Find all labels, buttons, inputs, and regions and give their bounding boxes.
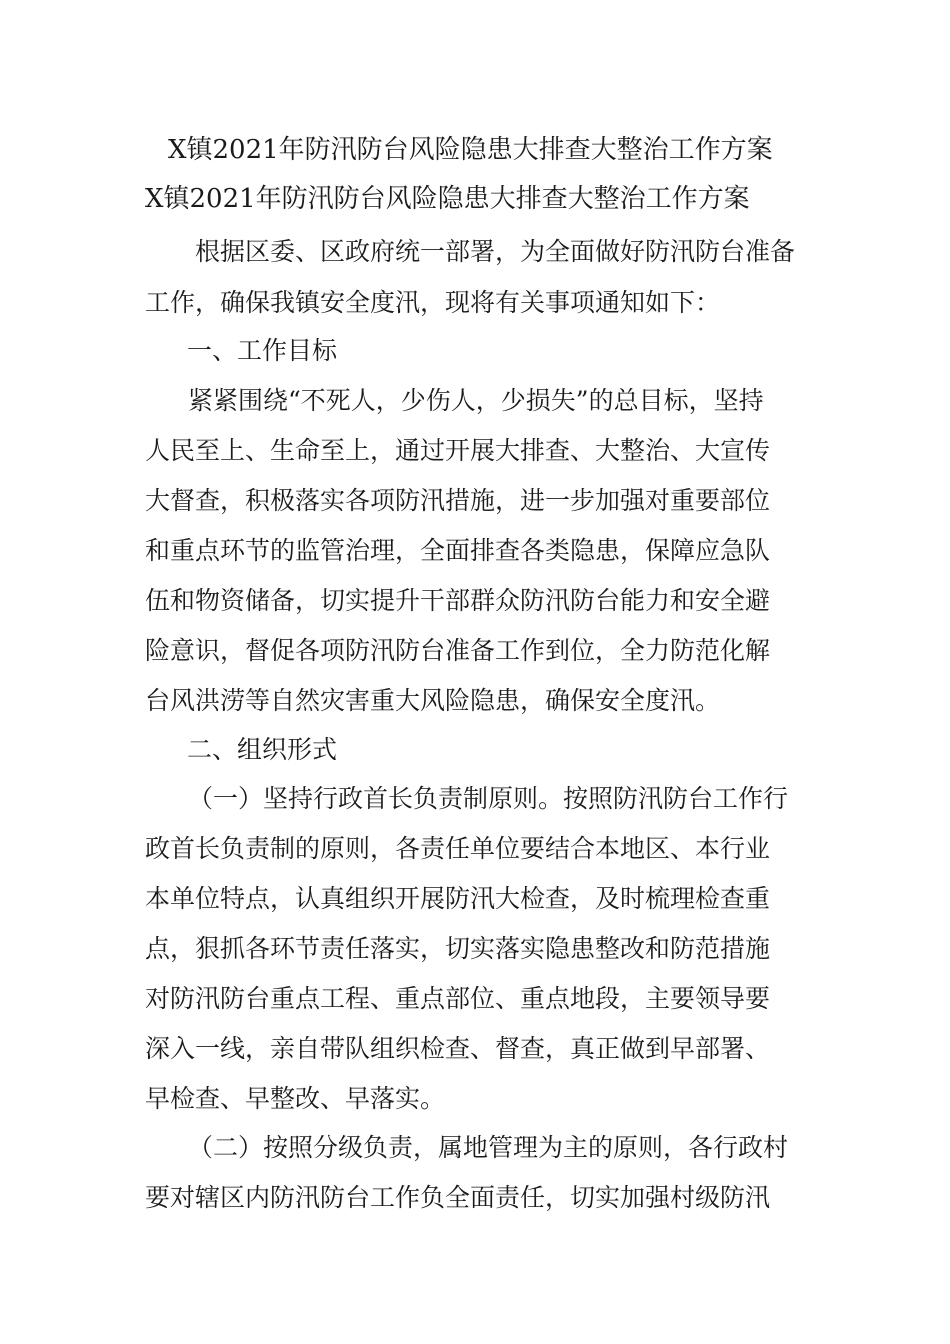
intro-line: 根据区委、区政府统一部署，为全面做好防汛防台准备 (195, 237, 796, 266)
intro-line: 工作，确保我镇安全度汛，现将有关事项通知如下： (145, 288, 721, 317)
paragraph-line: 深入一线，亲自带队组织检查、督查，真正做到早部署、 (145, 1034, 771, 1063)
paragraph-line: 和重点环节的监管治理，全面排查各类隐患，保障应急队 (145, 536, 771, 565)
paragraph-line: 点，狠抓各环节责任落实，切实落实隐患整改和防范措施 (145, 934, 771, 963)
section-heading: 二、组织形式 (187, 735, 338, 764)
paragraph-line: 险意识，督促各项防汛防台准备工作到位，全力防范化解 (145, 636, 771, 665)
document-title: X镇2021年防汛防台风险隐患大排查大整治工作方案 (168, 135, 773, 165)
paragraph-line: 伍和物资储备，切实提升干部群众防汛防台能力和安全避 (145, 586, 771, 615)
paragraph-line: 台风洪涝等自然灾害重大风险隐患，确保安全度汛。 (145, 686, 721, 715)
paragraph-line: 政首长负责制的原则，各责任单位要结合本地区、本行业 (145, 834, 771, 863)
paragraph-line: 人民至上、生命至上，通过开展大排查、大整治、大宣传 (145, 436, 771, 465)
paragraph-line: （二）按照分级负责，属地管理为主的原则，各行政村 (188, 1133, 789, 1162)
paragraph-line: 紧紧围绕“不死人，少伤人，少损失”的总目标，坚持 (188, 386, 764, 415)
paragraph-line: 早检查、早整改、早落实。 (145, 1084, 446, 1113)
section-heading: 一、工作目标 (187, 336, 338, 365)
document-subtitle: X镇2021年防汛防台风险隐患大排查大整治工作方案 (145, 184, 750, 214)
paragraph-line: 对防汛防台重点工程、重点部位、重点地段，主要领导要 (145, 984, 771, 1013)
paragraph-line: 本单位特点，认真组织开展防汛大检查，及时梳理检查重 (145, 884, 771, 913)
paragraph-line: 大督查，积极落实各项防汛措施，进一步加强对重要部位 (145, 486, 771, 515)
paragraph-line: 要对辖区内防汛防台工作负全面责任，切实加强村级防汛 (145, 1183, 771, 1212)
paragraph-line: （一）坚持行政首长负责制原则。按照防汛防台工作行 (188, 784, 789, 813)
